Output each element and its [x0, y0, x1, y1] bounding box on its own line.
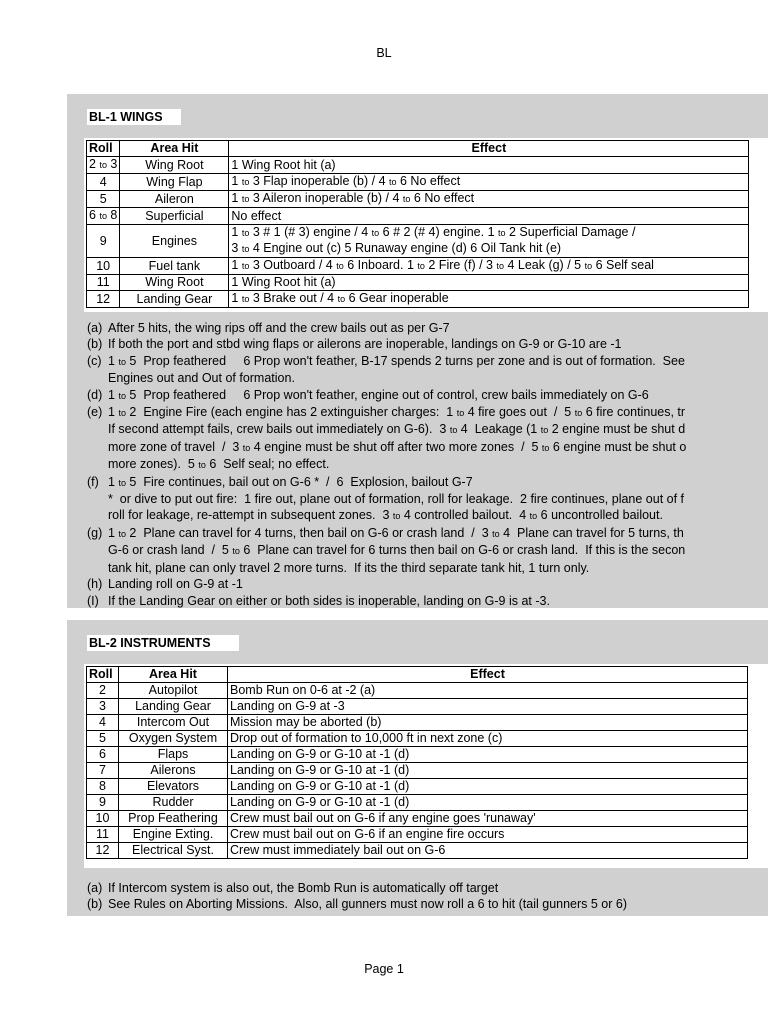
note-line: [87, 560, 768, 576]
note-text: G-6 or crash land / 5 to 6 Plane can travel for 6 turns then bail on G-6 or crash land. If this is the secon: [108, 543, 686, 558]
row-roll: 7: [87, 763, 119, 779]
note-key: (e): [87, 405, 103, 420]
table-row: [87, 258, 749, 275]
note-text: After 5 hits, the wing rips off and the crew bails out as per G-7: [108, 321, 450, 335]
table-row: [87, 225, 749, 258]
row-area: Engines: [120, 225, 229, 258]
row-effect: Mission may be aborted (b): [228, 715, 748, 731]
bl2-title: BL-2 INSTRUMENTS: [87, 635, 239, 651]
note-key: (g): [87, 525, 103, 540]
table-row: [87, 157, 749, 174]
note-line: [87, 474, 768, 491]
note-text: roll for leakage, re-attempt in subsequent zones. 3 to 4 controlled bailout. 4 to 6 uncontrolled bailout.: [108, 508, 663, 523]
row-effect-line: 1 to 3 # 1 (# 3) engine / 4 to 6 # 2 (# 4) engine. 1 to 2 Superficial Damage /: [231, 225, 636, 239]
row-area: Aileron: [120, 191, 229, 208]
row-area: Ailerons: [119, 763, 228, 779]
row-roll: 9: [87, 795, 119, 811]
note-key: (c): [87, 353, 102, 368]
bl2-table: [86, 666, 748, 859]
note-text: See Rules on Aborting Missions. Also, all gunners must now roll a 6 to hit (tail gunners 5 or 6): [108, 897, 628, 912]
bl2-notes: [87, 880, 768, 913]
note-key: [87, 421, 108, 438]
note-key: (f): [87, 474, 99, 489]
row-roll: 4: [87, 174, 120, 191]
row-roll: 8: [87, 779, 119, 795]
table-row: [87, 191, 749, 208]
note-text: If Intercom system is also out, the Bomb Run is automatically off target: [108, 881, 499, 895]
row-area: Landing Gear: [119, 699, 228, 715]
row-effect: Landing on G-9 or G-10 at -1 (d): [228, 779, 748, 795]
note-key: (h): [87, 577, 103, 592]
row-effect: Crew must bail out on G-6 if any engine goes 'runaway': [228, 811, 748, 827]
bl1-header-row: [87, 141, 749, 157]
note-key: [87, 439, 108, 456]
row-roll: 2: [87, 683, 119, 699]
row-effect: 1 to 3 Brake out / 4 to 6 Gear inoperable: [229, 291, 749, 308]
row-roll: 4: [87, 715, 119, 731]
row-effect: Landing on G-9 at -3: [228, 699, 748, 715]
row-effect-line: 3 to 4 Engine out (c) 5 Runaway engine (d) 6 Oil Tank hit (e): [231, 241, 562, 255]
note-line: [87, 896, 768, 912]
row-effect: Crew must immediately bail out on G-6: [228, 843, 748, 859]
note-key: [87, 542, 108, 559]
row-area: Superficial: [120, 208, 229, 225]
row-roll: 5: [87, 731, 119, 747]
row-area: Flaps: [119, 747, 228, 763]
bl1-title: BL-1 WINGS: [87, 109, 181, 125]
table-row: [87, 683, 748, 699]
note-key: [87, 491, 108, 507]
row-area: Wing Root: [120, 157, 229, 174]
row-area: Oxygen System: [119, 731, 228, 747]
bl2-section: [67, 620, 768, 916]
note-line: [87, 353, 768, 370]
note-line: [87, 421, 768, 438]
note-key: [87, 560, 108, 576]
note-key: (a): [87, 881, 103, 895]
row-roll: 10: [87, 811, 119, 827]
note-line: [87, 525, 768, 542]
note-line: [87, 370, 768, 386]
note-text: tank hit, plane can only travel 2 more turns. If its the third separate tank hit, 1 turn only.: [108, 560, 590, 575]
note-line: [87, 404, 768, 421]
row-effect: Drop out of formation to 10,000 ft in next zone (c): [228, 731, 748, 747]
note-key: [87, 370, 108, 386]
note-key: [87, 456, 108, 473]
note-text: 1 to 2 Plane can travel for 4 turns, then bail on G-6 or crash land / 3 to 4 Plane can travel for 5 turns, th: [108, 525, 684, 540]
bl1-table: [86, 140, 749, 308]
row-area: Elevators: [119, 779, 228, 795]
row-area: Engine Exting.: [119, 827, 228, 843]
table-row: [87, 811, 748, 827]
row-effect: 1 Wing Root hit (a): [229, 275, 749, 291]
table-row: [87, 747, 748, 763]
row-effect: 1 to 3 Flap inoperable (b) / 4 to 6 No effect: [229, 174, 749, 191]
note-line: [87, 593, 768, 609]
note-text: If second attempt fails, crew bails out immediately on G-6). 3 to 4 Leakage (1 to 2 engine must be shut d: [108, 422, 686, 437]
row-area: Prop Feathering: [119, 811, 228, 827]
table-row: [87, 291, 749, 308]
row-roll: 6: [87, 747, 119, 763]
page-header: BL: [376, 46, 392, 60]
row-area: Autopilot: [119, 683, 228, 699]
bl2-header-roll: Roll: [87, 667, 119, 683]
row-area: Fuel tank: [120, 258, 229, 275]
note-line: [87, 507, 768, 524]
note-text: Landing roll on G-9 at -1: [108, 577, 243, 592]
row-roll: 11: [87, 827, 119, 843]
note-key: (d): [87, 387, 103, 402]
row-area: Landing Gear: [120, 291, 229, 308]
note-key: (a): [87, 321, 103, 335]
bl2-header-row: [87, 667, 748, 683]
note-line: [87, 336, 768, 352]
note-text: more zone of travel / 3 to 4 engine must be shut off after two more zones / 5 to 6 engine must be shut o: [108, 439, 687, 454]
row-effect: Bomb Run on 0-6 at -2 (a): [228, 683, 748, 699]
note-line: [87, 320, 768, 336]
table-row: [87, 763, 748, 779]
note-text: 1 to 5 Fire continues, bail out on G-6 * / 6 Explosion, bailout G-7: [108, 474, 473, 489]
note-key: (I): [87, 593, 99, 608]
row-roll: 9: [87, 225, 120, 258]
note-key: [87, 507, 108, 524]
note-text: If both the port and stbd wing flaps or ailerons are inoperable, landings on G-9 or G-10 are -1: [108, 337, 622, 352]
row-effect: Crew must bail out on G-6 if an engine fire occurs: [228, 827, 748, 843]
note-text: 1 to 5 Prop feathered 6 Prop won't feather, engine out of control, crew bails immediately on G-6: [108, 387, 649, 402]
row-roll: 10: [87, 258, 120, 275]
bl2-header-area: Area Hit: [119, 667, 228, 683]
row-area: Wing Flap: [120, 174, 229, 191]
note-line: [87, 439, 768, 456]
table-row: [87, 795, 748, 811]
row-effect: Landing on G-9 or G-10 at -1 (d): [228, 795, 748, 811]
note-text: 1 to 5 Prop feathered 6 Prop won't feather, B-17 spends 2 turns per zone and is out of formation. See: [108, 353, 685, 368]
row-roll: 12: [87, 843, 119, 859]
table-row: [87, 827, 748, 843]
table-row: [87, 174, 749, 191]
row-roll: 6 to 8: [87, 208, 120, 225]
table-row: [87, 699, 748, 715]
note-text: * or dive to put out fire: 1 fire out, plane out of formation, roll for leakage. 2 fire continues, plane out of f: [108, 492, 685, 507]
table-row: [87, 779, 748, 795]
note-line: [87, 456, 768, 473]
row-effect: Landing on G-9 or G-10 at -1 (d): [228, 747, 748, 763]
bl2-header-effect: Effect: [228, 667, 748, 683]
row-effect: 1 to 3 Outboard / 4 to 6 Inboard. 1 to 2 Fire (f) / 3 to 4 Leak (g) / 5 to 6 Self seal: [229, 258, 749, 275]
row-effect: 1 to 3 Aileron inoperable (b) / 4 to 6 No effect: [229, 191, 749, 208]
note-line: [87, 576, 768, 592]
page-footer: Page 1: [364, 962, 404, 976]
bl1-header-area: Area Hit: [120, 141, 229, 157]
note-line: [87, 880, 768, 896]
row-roll: 5: [87, 191, 120, 208]
table-row: [87, 275, 749, 291]
note-key: (b): [87, 897, 103, 912]
row-roll: 11: [87, 275, 120, 291]
table-row: [87, 843, 748, 859]
row-roll: 2 to 3: [87, 157, 120, 174]
table-row: [87, 208, 749, 225]
note-key: (b): [87, 337, 103, 352]
note-text: If the Landing Gear on either or both sides is inoperable, landing on G-9 is at -3.: [108, 593, 550, 608]
row-effect: 1 Wing Root hit (a): [229, 157, 749, 174]
row-roll: 3: [87, 699, 119, 715]
table-row: [87, 731, 748, 747]
bl1-notes: [87, 320, 768, 608]
row-effect: No effect: [229, 208, 749, 225]
note-text: Engines out and Out of formation.: [108, 371, 295, 386]
note-text: more zones). 5 to 6 Self seal; no effect.: [108, 457, 330, 472]
row-area: Rudder: [119, 795, 228, 811]
note-line: [87, 491, 768, 507]
bl1-section: [67, 94, 768, 608]
row-effect: [229, 225, 749, 258]
note-text: 1 to 2 Engine Fire (each engine has 2 extinguisher charges: 1 to 4 fire goes out / 5 to 6 fire continues, tr: [108, 405, 686, 420]
row-area: Electrical Syst.: [119, 843, 228, 859]
bl1-header-roll: Roll: [87, 141, 120, 157]
row-area: Wing Root: [120, 275, 229, 291]
bl1-header-effect: Effect: [229, 141, 749, 157]
row-effect: Landing on G-9 or G-10 at -1 (d): [228, 763, 748, 779]
row-roll: 12: [87, 291, 120, 308]
note-line: [87, 387, 768, 404]
row-area: Intercom Out: [119, 715, 228, 731]
note-line: [87, 542, 768, 559]
table-row: [87, 715, 748, 731]
